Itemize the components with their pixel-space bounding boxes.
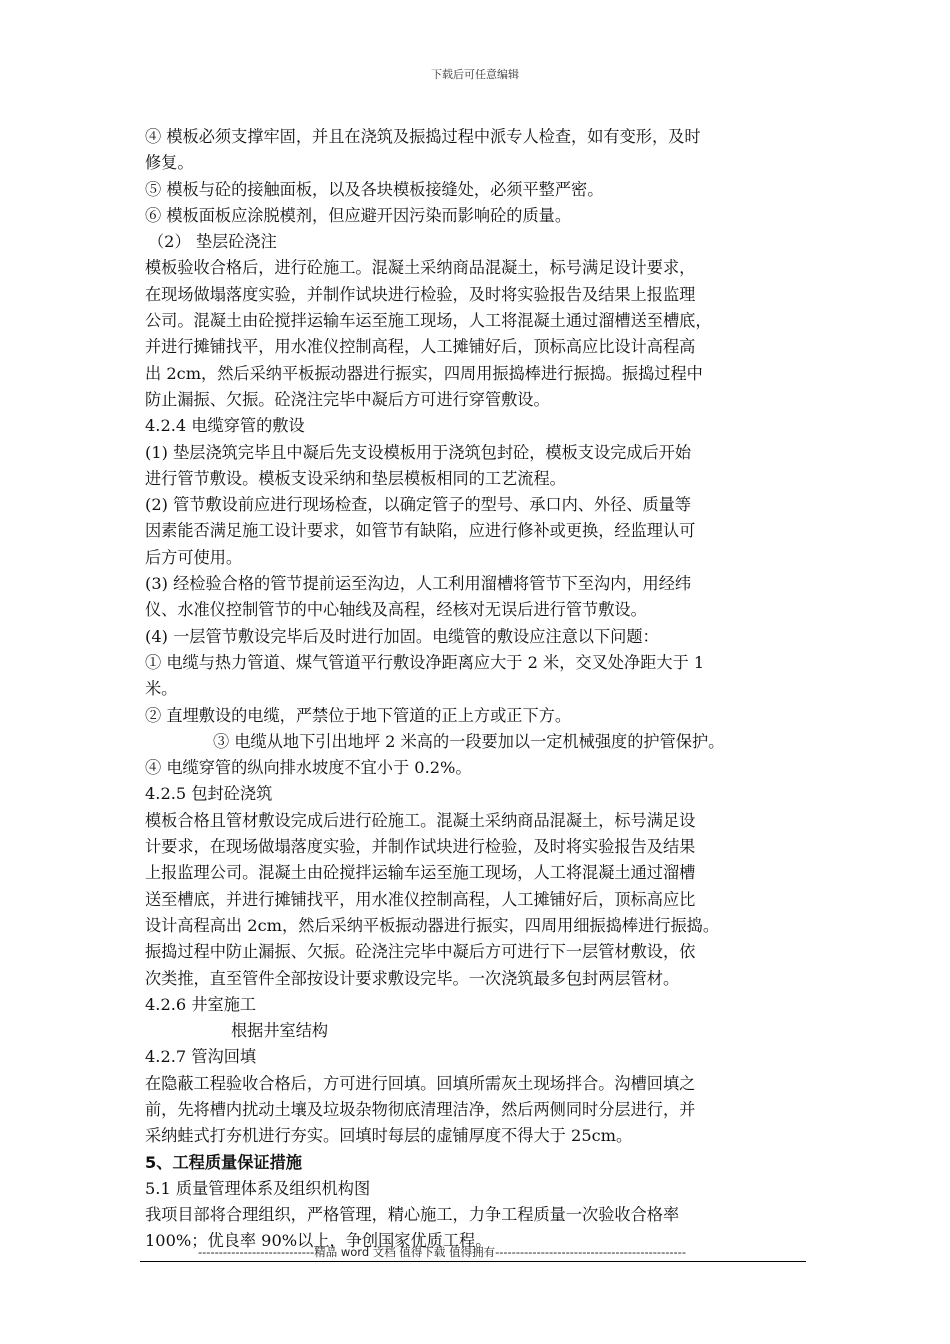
text-line: 因素能否满足施工设计要求，如管节有缺陷，应进行修补或更换，经监理认可 bbox=[145, 521, 696, 541]
text-line: ③ 电缆从地下引出地坪 2 米高的一段要加以一定机械强度的护管保护。 bbox=[213, 731, 725, 751]
text-line: ⑥ 模板面板应涂脱模剂，但应避开因污染而影响砼的质量。 bbox=[145, 205, 572, 225]
text-line: 修复。 bbox=[145, 153, 194, 173]
text-line: 100%；优良率 90%以上，争创国家优质工程。 bbox=[145, 1231, 492, 1251]
text-line: (2) 管节敷设前应进行现场检查，以确定管子的型号、承口内、外径、质量等 bbox=[145, 495, 692, 515]
text-line: 振捣过程中防止漏振、欠振。砼浇注完毕中凝后方可进行下一层管材敷设，依 bbox=[145, 942, 696, 962]
text-line: ④ 模板必须支撑牢固，并且在浇筑及振捣过程中派专人检查，如有变形，及时 bbox=[145, 127, 701, 146]
text-line: 5.1 质量管理体系及组织机构图 bbox=[145, 1178, 371, 1198]
text-line: 我项目部将合理组织，严格管理，精心施工，力争工程质量一次验收合格率 bbox=[145, 1205, 680, 1225]
text-line: 4.2.7 管沟回填 bbox=[145, 1047, 257, 1067]
text-line: 上报监理公司。混凝土由砼搅拌运输车运至施工现场，人工将混凝土通过溜槽 bbox=[145, 863, 696, 883]
text-line: ⑤ 模板与砼的接触面板，以及各块模板接缝处，必须平整严密。 bbox=[145, 179, 604, 199]
text-line: 后方可使用。 bbox=[145, 547, 243, 567]
text-line: 前，先将槽内扰动土壤及垃圾杂物彻底清理洁净，然后两侧同时分层进行，并 bbox=[145, 1099, 696, 1119]
text-line: (1) 垫层浇筑完毕且中凝后先支设模板用于浇筑包封砼，模板支设完成后开始 bbox=[145, 442, 692, 462]
text-line: ② 直埋敷设的电缆，严禁位于地下管道的正上方或正下方。 bbox=[145, 705, 572, 725]
text-line: 4.2.6 井室施工 bbox=[145, 994, 257, 1014]
text-line: ① 电缆与热力管道、煤气管道平行敷设净距离应大于 2 米，交叉处净距大于 1 bbox=[145, 652, 705, 672]
text-line: 次类推，直至管件全部按设计要求敷设完毕。一次浇筑最多包封两层管材。 bbox=[145, 968, 680, 988]
text-line: (4) 一层管节敷设完毕后及时进行加固。电缆管的敷设应注意以下问题： bbox=[145, 626, 659, 646]
text-line: ④ 电缆穿管的纵向排水坡度不宜小于 0.2%。 bbox=[145, 758, 472, 778]
text-line: 设计高程高出 2cm，然后采纳平板振动器进行振实，四周用细振捣棒进行振捣。 bbox=[145, 915, 720, 935]
text-line: 模板验收合格后，进行砼施工。混凝土采纳商品混凝土，标号满足设计要求， bbox=[145, 258, 696, 278]
text-line: 根据井室结构 bbox=[231, 1021, 329, 1041]
text-line: 在现场做塌落度实验，并制作试块进行检验，及时将实验报告及结果上报监理 bbox=[145, 284, 696, 304]
text-line: (3) 经检验合格的管节提前运至沟边，人工利用溜槽将管节下至沟内，用经纬 bbox=[145, 574, 692, 594]
text-line: 4.2.5 包封砼浇筑 bbox=[145, 784, 273, 804]
text-line: 出 2cm，然后采纳平板振动器进行振实，四周用振捣棒进行振捣。振捣过程中 bbox=[145, 363, 703, 383]
text-line: 防止漏振、欠振。砼浇注完毕中凝后方可进行穿管敷设。 bbox=[145, 389, 550, 409]
text-line: 4.2.4 电缆穿管的敷设 bbox=[145, 416, 305, 436]
text-line: 并进行摊铺找平，用水准仪控制高程，人工摊铺好后，顶标高应比设计高程高 bbox=[145, 337, 696, 357]
text-line: （2） 垫层砼浇注 bbox=[148, 232, 277, 252]
text-line: 进行管节敷设。模板支设采纳和垫层模板相同的工艺流程。 bbox=[145, 468, 566, 488]
text-line: 公司。混凝土由砼搅拌运输车运至施工现场，人工将混凝土通过溜槽送至槽底， bbox=[145, 311, 712, 331]
document-body bbox=[145, 124, 813, 1255]
section-heading: 5、工程质量保证措施 bbox=[145, 1152, 302, 1172]
page-header: 下载后可任意编辑 bbox=[431, 68, 519, 81]
text-line: 仪、水准仪控制管节的中心轴线及高程，经核对无误后进行管节敷设。 bbox=[145, 600, 647, 620]
text-line: 计要求，在现场做塌落度实验，并制作试块进行检验，及时将实验报告及结果 bbox=[145, 837, 696, 857]
text-line: 在隐蔽工程验收合格后，方可进行回填。回填所需灰土现场拌合。沟槽回填之 bbox=[145, 1073, 696, 1093]
text-line: 米。 bbox=[145, 679, 178, 699]
footer-divider bbox=[140, 1261, 806, 1262]
text-line: 送至槽底，并进行摊铺找平，用水准仪控制高程，人工摊铺好后，顶标高应比 bbox=[145, 889, 696, 909]
text-line: 采纳蛙式打夯机进行夯实。回填时每层的虚铺厚度不得大于 25cm。 bbox=[145, 1126, 633, 1146]
page-footer: ----------------------------精品 word 文档 值得下载 值得拥有---------------------------------------------- bbox=[198, 1245, 686, 1259]
text-line: 模板合格且管材敷设完成后进行砼施工。混凝土采纳商品混凝土，标号满足设 bbox=[145, 810, 696, 830]
